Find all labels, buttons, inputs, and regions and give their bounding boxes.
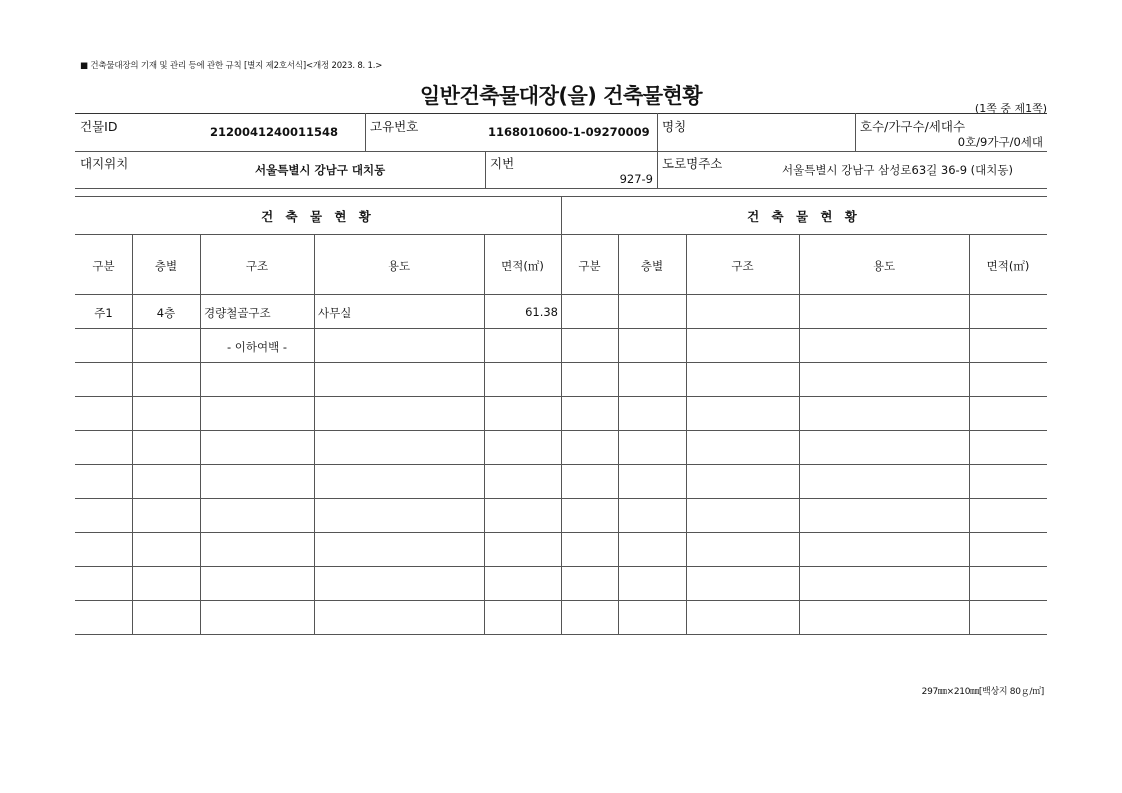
- row1-area: 61.38: [525, 305, 558, 319]
- road-address-value: 서울특별시 강남구 삼성로63길 36-9 (대치동): [782, 163, 1013, 177]
- info-divider-1: [365, 113, 366, 151]
- info-top-border: [75, 113, 1047, 114]
- document-title: 일반건축물대장(을) 건축물현황: [419, 84, 703, 108]
- unique-no-value: 1168010600-1-09270009: [488, 125, 650, 139]
- col-header-structure: 구조: [245, 259, 269, 273]
- col-header-gubun-right: 구분: [578, 259, 601, 273]
- lot-label: 지번: [490, 156, 515, 171]
- table-column-line: [132, 234, 133, 634]
- row1-structure: 경량철골구조: [204, 306, 271, 320]
- info-bottom-border: [75, 188, 1047, 189]
- table-column-line: [200, 234, 201, 634]
- info-divider-3: [855, 113, 856, 151]
- building-id-label: 건물ID: [80, 119, 118, 134]
- col-header-area: 면적(㎡): [501, 259, 544, 273]
- col-header-floor-right: 층별: [640, 259, 664, 273]
- building-id-value: 2120041240011548: [210, 125, 339, 139]
- road-address-label: 도로명주소: [662, 156, 723, 171]
- units-value: 0호/9가구/0세대: [957, 135, 1043, 149]
- info-row-divider: [75, 151, 1047, 152]
- table-column-line: [969, 234, 970, 634]
- lot-value: 927-9: [619, 172, 653, 186]
- site-label: 대지위치: [80, 156, 129, 171]
- units-label: 호수/가구수/세대수: [860, 119, 966, 134]
- page-indicator: (1쪽 중 제1쪽): [974, 102, 1047, 115]
- form-law-reference: ■ 건축물대장의 기재 및 관리 등에 관한 규칙 [별지 제2호서식]<개정 2023. 8. 1.>: [80, 61, 383, 71]
- unique-no-label: 고유번호: [370, 119, 419, 134]
- col-header-floor: 층별: [154, 259, 178, 273]
- info-divider-4: [485, 151, 486, 188]
- col-header-structure-right: 구조: [731, 259, 754, 273]
- table-column-line: [618, 234, 619, 634]
- section-title-right: 건 축 물 현 황: [747, 209, 861, 224]
- row2-blank-marker: - 이하여백 -: [226, 340, 288, 354]
- row1-floor: 4층: [156, 306, 176, 320]
- col-header-area-right: 면적(㎡): [986, 259, 1030, 273]
- table-column-line: [484, 234, 485, 634]
- col-header-use: 용도: [387, 259, 411, 273]
- table-row-line: [75, 634, 1047, 635]
- row1-gubun: 주1: [94, 306, 113, 320]
- name-label: 명칭: [662, 119, 687, 134]
- row1-use: 사무실: [318, 306, 352, 320]
- paper-spec-note: 297㎜×210㎜[백상지 80ｇ/㎡]: [921, 687, 1044, 697]
- table-column-line: [799, 234, 800, 634]
- info-divider-2: [657, 113, 658, 188]
- site-value: 서울특별시 강남구 대치동: [255, 163, 386, 177]
- section-title-left: 건 축 물 현 황: [261, 209, 375, 224]
- col-header-gubun: 구분: [92, 259, 115, 273]
- table-column-line: [314, 234, 315, 634]
- table-column-line: [686, 234, 687, 634]
- col-header-use-right: 용도: [872, 259, 896, 273]
